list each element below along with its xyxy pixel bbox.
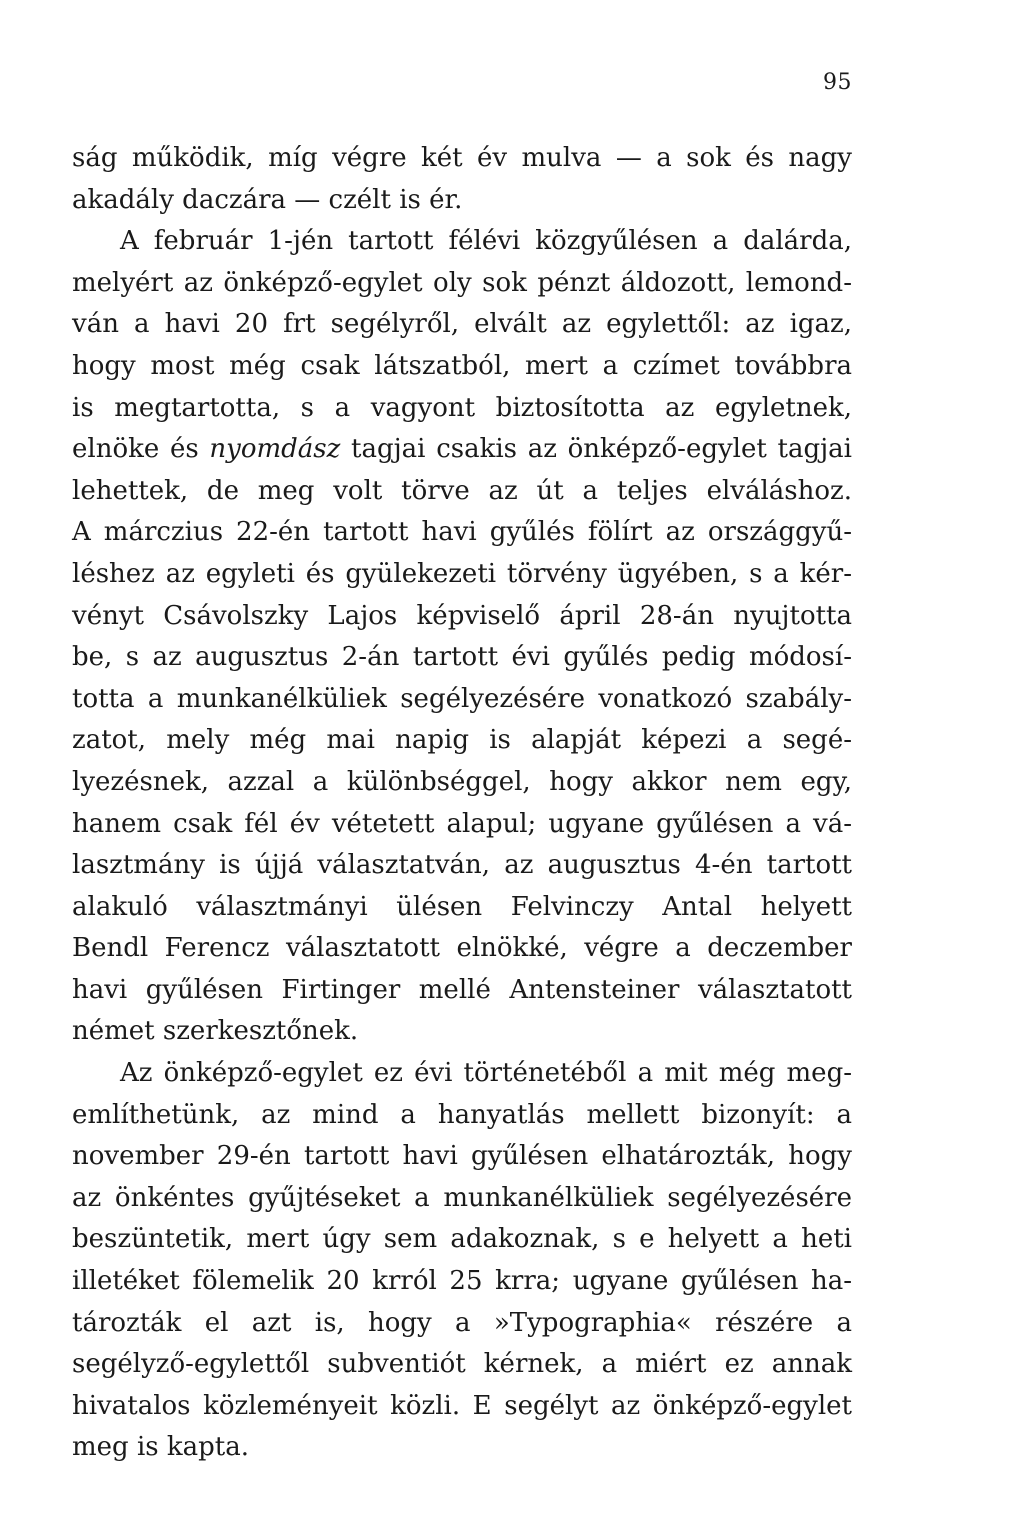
text-line: tározták el azt is, hogy a »Typographia« részére a — [72, 1307, 852, 1338]
text-line: be, s az augusztus 2-án tartott évi gyűlés pedig módosí- — [72, 642, 852, 673]
text-line: akadály daczára — czélt is ér. — [72, 184, 463, 215]
text-line: A márczius 22-én tartott havi gyűlés fölírt az országgyű- — [72, 517, 852, 548]
paragraph-start-line: A február 1-jén tartott félévi közgyűlésen a dalárda, — [120, 226, 852, 257]
text-line: hivatalos közleményeit közli. E segélyt az önképző-egylet — [72, 1390, 852, 1421]
text-line: az önkéntes gyűjtéseket a munkanélküliek segélyezésére — [72, 1182, 852, 1213]
text-line: lasztmány is újjá választatván, az augusztus 4-én tartott — [72, 850, 852, 881]
text-line: november 29-én tartott havi gyűlésen elhatározták, hogy — [72, 1141, 852, 1172]
text-line: melyért az önképző-egylet oly sok pénzt áldozott, lemond- — [72, 267, 852, 298]
text-line: hanem csak fél év vétetett alapul; ugyane gyűlésen a vá- — [72, 808, 852, 839]
text-line: lehettek, de meg volt törve az út a teljes elváláshoz. — [72, 475, 852, 506]
text-line: totta a munkanélküliek segélyezésére vonatkozó szabály- — [72, 683, 852, 714]
text-line: beszüntetik, mert úgy sem adakoznak, s e helyett a heti — [72, 1224, 852, 1255]
text-line: lyezésnek, azzal a különbséggel, hogy akkor nem egy, — [72, 766, 852, 797]
text-line: ván a havi 20 frt segélyről, elvált az egylettől: az igaz, — [72, 309, 852, 340]
page-number: 95 — [823, 70, 852, 95]
text-line: ság működik, míg végre két év mulva — a sok és nagy — [72, 143, 852, 173]
text-line: zatot, mely még mai napig is alapját képezi a segé- — [72, 725, 852, 756]
text-segment: elnöke és — [72, 434, 210, 465]
text-line: meg is kapta. — [72, 1432, 249, 1463]
text-line: havi gyűlésen Firtinger mellé Antensteiner választatott — [72, 974, 852, 1005]
text-line: alakuló választmányi ülésen Felvinczy Antal helyett — [72, 891, 852, 922]
paragraph-start-line: Az önképző-egylet ez évi történetéből a mit még meg- — [120, 1058, 852, 1089]
body-text — [72, 138, 852, 1469]
emphasized-word: nyomdász — [209, 434, 341, 465]
text-line: léshez az egyleti és gyülekezeti törvény ügyében, s a kér- — [72, 558, 852, 589]
text-line-with-emphasis — [72, 429, 852, 471]
text-line: illetéket fölemelik 20 krról 25 krra; ugyane gyűlésen ha- — [72, 1266, 852, 1297]
text-line: segélyző-egylettől subventiót kérnek, a miért ez annak — [72, 1349, 852, 1380]
text-line: hogy most még csak látszatból, mert a czímet továbbra — [72, 350, 852, 381]
text-line: Bendl Ferencz választatott elnökké, végre a deczember — [72, 933, 852, 964]
text-line: német szerkesztőnek. — [72, 1016, 359, 1047]
text-line: is megtartotta, s a vagyont biztosította az egyletnek, — [72, 392, 852, 423]
text-line: vényt Csávolszky Lajos képviselő ápril 28-án nyujtotta — [72, 600, 852, 631]
text-line: említhetünk, az mind a hanyatlás mellett bizonyít: a — [72, 1099, 852, 1130]
text-segment: tagjai csakis az önképző-egylet tagjai — [340, 434, 852, 465]
